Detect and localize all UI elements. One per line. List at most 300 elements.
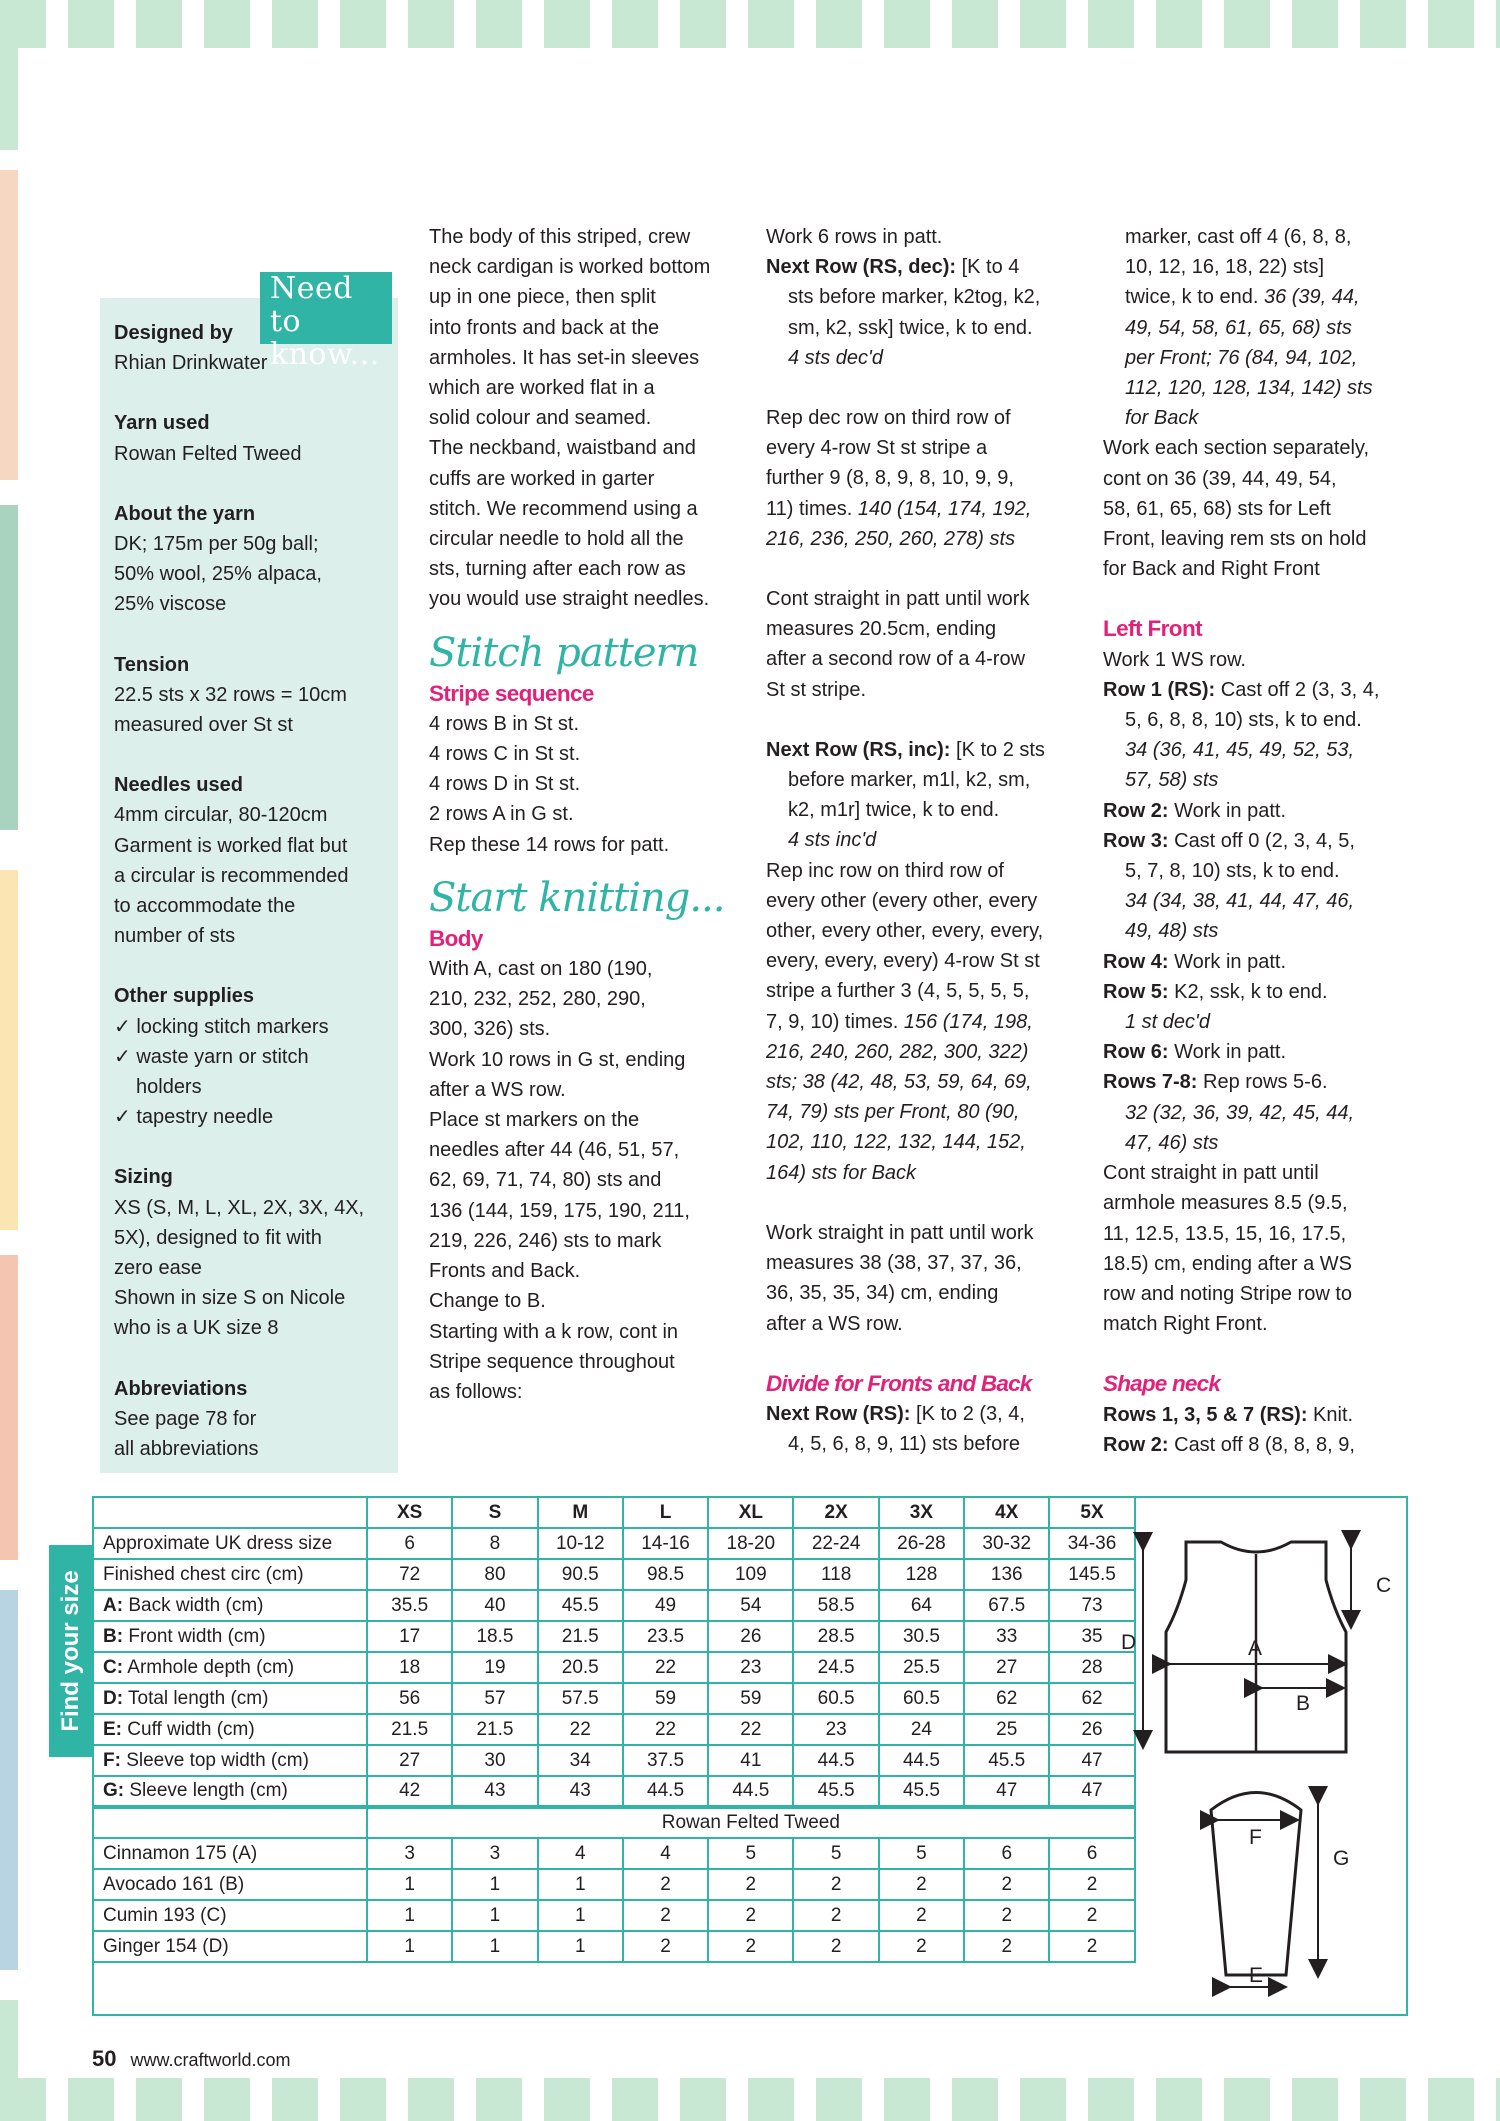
measurement-value: 67.5 (964, 1590, 1049, 1621)
measurement-value: 45.5 (879, 1776, 964, 1807)
stitch-count-note: 49, 48) sts (1125, 920, 1219, 943)
yarn-ball-count: 2 (708, 1869, 793, 1900)
body-line: Place st markers on the (429, 1109, 640, 1132)
row-label: Row 4: (1103, 950, 1169, 973)
stitch-count-note: 36 (39, 44, (1258, 286, 1360, 309)
measurement-value: 136 (964, 1559, 1049, 1590)
sizing-line: zero ease (114, 1257, 202, 1280)
yarn-ball-count: 2 (623, 1931, 708, 1962)
measurement-name: Total length (cm) (123, 1687, 269, 1709)
yarn-ball-count: 6 (1049, 1838, 1134, 1869)
tension-line: measured over St st (114, 714, 293, 737)
need-to-know-sidebar (100, 298, 398, 1473)
measurement-name: Sleeve length (cm) (124, 1780, 288, 1801)
measurement-value: 90.5 (538, 1559, 623, 1590)
instruction-line: St st stripe. (766, 678, 867, 701)
sizing-line: XS (S, M, L, XL, 2X, 3X, 4X, (114, 1196, 365, 1219)
measurement-value: 30.5 (879, 1621, 964, 1652)
instruction-line (766, 735, 1076, 765)
about-yarn-line: 50% wool, 25% alpaca, (114, 563, 322, 586)
instruction-line: every, every, every) 4-row St st (766, 950, 1040, 973)
intro-line: sts, turning after each row as (429, 558, 686, 581)
measurement-value: 40 (452, 1590, 537, 1621)
measurement-letter: C: (103, 1656, 124, 1678)
size-header-cell: XS (367, 1497, 452, 1528)
abbreviations-block (114, 1374, 384, 1465)
size-table (92, 1496, 1136, 1963)
measurement-value: 18.5 (452, 1621, 537, 1652)
instruction-line (1103, 675, 1403, 705)
measurement-label (93, 1714, 367, 1745)
measurement-value: 8 (452, 1528, 537, 1559)
yarn-ball-count: 2 (964, 1931, 1049, 1962)
intro-line: which are worked flat in a (429, 377, 655, 400)
instruction-line: for Back and Right Front (1103, 558, 1320, 581)
instruction-line (1103, 826, 1403, 856)
stripe-line: 4 rows D in St st. (429, 773, 581, 796)
intro-line: into fronts and back at the (429, 316, 660, 339)
yarn-ball-count: 3 (367, 1838, 452, 1869)
yarn-ball-count: 2 (964, 1869, 1049, 1900)
measurement-value: 60.5 (793, 1683, 878, 1714)
row-text: Work in patt. (1168, 799, 1287, 822)
about-yarn-heading: About the yarn (114, 502, 256, 525)
instruction-line: 36, 35, 35, 34) cm, ending (766, 1282, 999, 1305)
measurement-value: 64 (879, 1590, 964, 1621)
measurement-value: 60.5 (879, 1683, 964, 1714)
instruction-line: Rep inc row on third row of (766, 859, 1004, 882)
instruction-line: 18.5) cm, ending after a WS (1103, 1252, 1353, 1275)
measurement-value: 59 (623, 1683, 708, 1714)
measurement-row (93, 1559, 1135, 1590)
sizing-line: Shown in size S on Nicole (114, 1287, 346, 1310)
stitch-count-note: 34 (36, 41, 45, 49, 52, 53, (1125, 739, 1355, 762)
measurement-label (93, 1652, 367, 1683)
measurement-value: 28.5 (793, 1621, 878, 1652)
yarn-row (93, 1869, 1135, 1900)
row-label: Next Row (RS, dec): (766, 256, 957, 279)
measurement-letter: E: (103, 1718, 122, 1740)
row-text: Rep rows 5-6. (1197, 1071, 1328, 1094)
body-line: after a WS row. (429, 1078, 566, 1101)
row-text: twice, k to end. (1125, 286, 1259, 309)
instruction-line: row and noting Stripe row to (1103, 1282, 1353, 1305)
row-label: Row 3: (1103, 829, 1169, 852)
measurement-value: 27 (964, 1652, 1049, 1683)
stitch-count-note: for Back (1125, 407, 1199, 430)
sleeve-measure-arrows (1216, 1802, 1318, 1987)
yarn-ball-count: 1 (452, 1869, 537, 1900)
measurement-value: 45.5 (538, 1590, 623, 1621)
measurement-value: 21.5 (367, 1714, 452, 1745)
instruction-line (1103, 1430, 1403, 1460)
instruction-line: 4, 5, 6, 8, 9, 11) sts before (788, 1433, 1020, 1456)
yarn-header-cell: Rowan Felted Tweed (367, 1807, 1135, 1838)
label-f: F (1249, 1826, 1262, 1849)
row-text: 11) times. (766, 497, 853, 520)
row-text: Cast off 8 (8, 8, 8, 9, (1168, 1433, 1355, 1456)
measurement-name: Finished chest circ (cm) (103, 1563, 304, 1585)
sizing-line: 5X), designed to fit with (114, 1226, 322, 1249)
measurement-name: Front width (cm) (123, 1625, 266, 1647)
size-header-row (93, 1497, 1135, 1528)
measurement-value: 44.5 (879, 1745, 964, 1776)
measurement-row (93, 1683, 1135, 1714)
row-text: [K to 2 (3, 4, (910, 1402, 1025, 1425)
divide-heading: Divide for Fronts and Back (766, 1370, 1032, 1396)
measurement-value: 26 (1049, 1714, 1134, 1745)
measurement-name: Armhole depth (cm) (123, 1656, 295, 1678)
measurement-value: 14-16 (623, 1528, 708, 1559)
label-b: B (1296, 1692, 1311, 1715)
measurement-value: 26 (708, 1621, 793, 1652)
size-header-cell: 4X (964, 1497, 1049, 1528)
measurement-row (93, 1776, 1135, 1807)
measurement-value: 24 (879, 1714, 964, 1745)
stripe-line: Rep these 14 rows for patt. (429, 833, 670, 856)
need-to-know-line: Need to (270, 271, 353, 339)
measurement-value: 45.5 (793, 1776, 878, 1807)
row-text: 7, 9, 10) times. (766, 1010, 899, 1033)
stitch-count-note: 156 (174, 198, (898, 1010, 1033, 1033)
measurement-value: 17 (367, 1621, 452, 1652)
instruction-line: Cont straight in patt until work (766, 588, 1030, 611)
find-your-size-tab (49, 1545, 92, 1757)
measurement-value: 27 (367, 1745, 452, 1776)
measurement-value: 145.5 (1049, 1559, 1134, 1590)
measurement-value: 59 (708, 1683, 793, 1714)
instruction-line: after a WS row. (766, 1312, 903, 1335)
measurement-value: 6 (367, 1528, 452, 1559)
row-label: Next Row (RS, inc): (766, 738, 951, 761)
instruction-line: marker, cast off 4 (6, 8, 8, (1125, 226, 1352, 248)
tension-heading: Tension (114, 653, 190, 676)
stitch-count-note: 32 (32, 36, 39, 42, 45, 44, (1125, 1101, 1355, 1124)
yarn-ball-count: 5 (793, 1838, 878, 1869)
instruction-line: measures 20.5cm, ending (766, 618, 997, 641)
label-c: C (1376, 1574, 1392, 1597)
measurement-value: 22 (623, 1652, 708, 1683)
intro-line: cuffs are worked in garter (429, 467, 655, 490)
stitch-count-note: 4 sts inc'd (788, 829, 877, 852)
instruction-line: stripe a further 3 (4, 5, 5, 5, 5, (766, 980, 1030, 1003)
instruction-line (1103, 282, 1403, 312)
row-label: Rows 1, 3, 5 & 7 (RS): (1103, 1403, 1308, 1426)
instruction-line (1103, 1400, 1403, 1430)
measurement-value: 44.5 (708, 1776, 793, 1807)
measurement-value: 72 (367, 1559, 452, 1590)
measurement-value: 54 (708, 1590, 793, 1621)
row-text: Cast off 0 (2, 3, 4, 5, (1168, 829, 1355, 852)
measurement-value: 80 (452, 1559, 537, 1590)
stitch-count-note: 216, 236, 250, 260, 278) sts (766, 527, 1016, 550)
instruction-line (766, 1007, 1076, 1037)
yarn-ball-count: 1 (538, 1900, 623, 1931)
label-a: A (1248, 1637, 1263, 1660)
measurement-value: 43 (452, 1776, 537, 1807)
supplies-heading: Other supplies (114, 985, 255, 1008)
about-yarn-line: DK; 175m per 50g ball; (114, 533, 319, 556)
measurement-value: 58.5 (793, 1590, 878, 1621)
yarn-ball-count: 2 (793, 1931, 878, 1962)
yarn-ball-count: 4 (538, 1838, 623, 1869)
page-footer (92, 2046, 291, 2072)
label-g: G (1333, 1847, 1350, 1870)
supply-item: ✓ locking stitch markers (114, 1015, 329, 1038)
label-d: D (1121, 1631, 1137, 1654)
measurement-value: 37.5 (623, 1745, 708, 1776)
measurement-label (93, 1745, 367, 1776)
yarn-ball-count: 1 (452, 1900, 537, 1931)
stitch-count-note: 102, 110, 122, 132, 144, 152, (766, 1131, 1026, 1154)
measurement-value: 20.5 (538, 1652, 623, 1683)
yarn-ball-count: 2 (1049, 1931, 1134, 1962)
measurement-value: 57.5 (538, 1683, 623, 1714)
about-yarn-line: 25% viscose (114, 593, 227, 616)
intro-line: circular needle to hold all the (429, 528, 684, 551)
measurement-value: 98.5 (623, 1559, 708, 1590)
measurement-label (93, 1776, 367, 1807)
measurement-value: 57 (452, 1683, 537, 1714)
instruction-line (766, 494, 1076, 524)
bottom-stripe-border (0, 2078, 1500, 2121)
body-line: Fronts and Back. (429, 1260, 581, 1283)
body-line: Stripe sequence throughout (429, 1350, 675, 1373)
measurement-value: 42 (367, 1776, 452, 1807)
yarn-ball-count: 2 (1049, 1869, 1134, 1900)
yarn-ball-count: 5 (879, 1838, 964, 1869)
body-line: as follows: (429, 1380, 523, 1403)
measurement-label (93, 1559, 367, 1590)
measurement-value: 62 (964, 1683, 1049, 1714)
measurement-label (93, 1590, 367, 1621)
body-heading: Body (429, 925, 483, 951)
measurement-value: 30 (452, 1745, 537, 1776)
body-line: 219, 226, 246) sts to mark (429, 1229, 662, 1252)
measurement-value: 35 (1049, 1621, 1134, 1652)
stitch-count-note: 140 (154, 174, 192, (857, 497, 1032, 520)
yarn-ball-count: 6 (964, 1838, 1049, 1869)
body-line: 300, 326) sts. (429, 1018, 551, 1041)
stitch-count-note: 74, 79) sts per Front, 80 (90, (766, 1101, 1020, 1124)
find-your-size-label: Find your size (56, 1570, 84, 1732)
sizing-block (114, 1162, 384, 1343)
measurement-name: Cuff width (cm) (122, 1718, 255, 1740)
abbreviations-line: all abbreviations (114, 1438, 259, 1461)
column-3 (1103, 222, 1403, 1460)
yarn-ball-count: 5 (708, 1838, 793, 1869)
tension-line: 22.5 sts x 32 rows = 10cm (114, 683, 347, 706)
measurement-row (93, 1652, 1135, 1683)
body-line: With A, cast on 180 (190, (429, 958, 653, 981)
size-header-cell: M (538, 1497, 623, 1528)
body-line: Starting with a k row, cont in (429, 1320, 679, 1343)
measurement-value: 109 (708, 1559, 793, 1590)
measurement-value: 47 (1049, 1745, 1134, 1776)
measurement-row (93, 1621, 1135, 1652)
website-link[interactable]: www.craftworld.com (130, 2050, 291, 2070)
body-line: needles after 44 (46, 51, 57, (429, 1139, 680, 1162)
instruction-line (1103, 947, 1403, 977)
sizing-line: who is a UK size 8 (114, 1317, 279, 1340)
instruction-line: Work 6 rows in patt. (766, 226, 943, 248)
size-header-cell: L (623, 1497, 708, 1528)
measurement-value: 56 (367, 1683, 452, 1714)
instruction-line: after a second row of a 4-row (766, 648, 1026, 671)
measurement-value: 24.5 (793, 1652, 878, 1683)
instruction-line: Cont straight in patt until (1103, 1162, 1319, 1185)
column-2 (766, 222, 1076, 1459)
measurement-letter: F: (103, 1749, 121, 1771)
measurement-letter: G: (103, 1780, 125, 1801)
instruction-line: Work each section separately, (1103, 437, 1370, 460)
yarn-shade-label: Cumin 193 (C) (93, 1900, 367, 1931)
size-header-cell: 3X (879, 1497, 964, 1528)
page-number: 50 (92, 2046, 117, 2071)
stripe-sequence-heading: Stripe sequence (429, 680, 594, 706)
stripe-line: 4 rows B in St st. (429, 712, 580, 735)
measurement-value: 28 (1049, 1652, 1134, 1683)
yarn-used-text: Rowan Felted Tweed (114, 442, 302, 465)
measurement-value: 25 (964, 1714, 1049, 1745)
instruction-line: k2, m1r] twice, k to end. (788, 799, 1000, 822)
row-label: Row 1 (RS): (1103, 678, 1216, 701)
measurement-value: 18-20 (708, 1528, 793, 1559)
measurement-value: 47 (964, 1776, 1049, 1807)
stitch-count-note: 1 st dec'd (1125, 1011, 1210, 1034)
measurement-value: 43 (538, 1776, 623, 1807)
row-text: K2, ssk, k to end. (1168, 980, 1328, 1003)
measurement-row (93, 1745, 1135, 1776)
need-to-know-line: know... (270, 337, 380, 372)
about-yarn-block (114, 499, 384, 620)
yarn-ball-count: 2 (879, 1900, 964, 1931)
yarn-ball-count: 3 (452, 1838, 537, 1869)
instruction-line: 5, 6, 8, 8, 10) sts, k to end. (1125, 709, 1362, 732)
measurement-letter: B: (103, 1625, 124, 1647)
label-e: E (1249, 1964, 1264, 1987)
supplies-block (114, 981, 384, 1132)
yarn-header-row (93, 1807, 1135, 1838)
stitch-count-note: 216, 240, 260, 282, 300, 322) (766, 1040, 1029, 1063)
measurement-row (93, 1590, 1135, 1621)
body-line: Work 10 rows in G st, ending (429, 1048, 686, 1071)
designed-by-text: Rhian Drinkwater (114, 352, 268, 375)
yarn-ball-count: 1 (538, 1869, 623, 1900)
measurement-letter: A: (103, 1594, 124, 1616)
header-blank-cell (93, 1497, 367, 1528)
measurement-letter: D: (103, 1687, 124, 1709)
instruction-line (1103, 977, 1403, 1007)
measurement-value: 118 (793, 1559, 878, 1590)
yarn-shade-label: Ginger 154 (D) (93, 1931, 367, 1962)
stitch-count-note: 47, 46) sts (1125, 1131, 1219, 1154)
intro-line: solid colour and seamed. (429, 407, 652, 430)
measure-arrows (1143, 1546, 1351, 1746)
yarn-ball-count: 1 (367, 1869, 452, 1900)
measurement-value: 44.5 (623, 1776, 708, 1807)
row-text: Work in patt. (1168, 1041, 1287, 1064)
measurement-value: 34-36 (1049, 1528, 1134, 1559)
yarn-ball-count: 2 (879, 1869, 964, 1900)
measurement-value: 23 (708, 1652, 793, 1683)
body-line: 62, 69, 71, 74, 80) sts and (429, 1169, 662, 1192)
yarn-shade-label: Avocado 161 (B) (93, 1869, 367, 1900)
yarn-row (93, 1838, 1135, 1869)
yarn-ball-count: 1 (367, 1900, 452, 1931)
body-line: 136 (144, 159, 175, 190, 211, (429, 1199, 690, 1222)
row-label: Next Row (RS): (766, 1402, 911, 1425)
size-header-cell: XL (708, 1497, 793, 1528)
measurement-value: 18 (367, 1652, 452, 1683)
measurement-value: 19 (452, 1652, 537, 1683)
stitch-count-note: per Front; 76 (84, 94, 102, (1125, 346, 1358, 369)
measurement-value: 22 (538, 1714, 623, 1745)
measurement-value: 23.5 (623, 1621, 708, 1652)
yarn-ball-count: 2 (623, 1869, 708, 1900)
instruction-line (1103, 1067, 1403, 1097)
measurement-value: 22 (708, 1714, 793, 1745)
instruction-line: sm, k2, ssk] twice, k to end. (788, 316, 1033, 339)
stripe-line: 4 rows C in St st. (429, 743, 581, 766)
instruction-line: match Right Front. (1103, 1313, 1268, 1336)
stitch-count-note: 164) sts for Back (766, 1161, 917, 1184)
yarn-ball-count: 2 (964, 1900, 1049, 1931)
yarn-row (93, 1931, 1135, 1962)
instruction-line: 10, 12, 16, 18, 22) sts] (1125, 256, 1325, 279)
measurement-value: 47 (1049, 1776, 1134, 1807)
yarn-ball-count: 2 (793, 1900, 878, 1931)
instruction-line: sts before marker, k2tog, k2, (788, 286, 1041, 309)
instruction-line: further 9 (8, 8, 9, 8, 10, 9, 9, (766, 467, 1014, 490)
intro-line: armholes. It has set-in sleeves (429, 346, 700, 369)
measurement-row (93, 1528, 1135, 1559)
instruction-line: 5, 7, 8, 10) sts, k to end. (1125, 860, 1340, 883)
measurement-value: 25.5 (879, 1652, 964, 1683)
row-text: Cast off 2 (3, 3, 4, (1215, 678, 1380, 701)
measurement-name: Sleeve top width (cm) (120, 1749, 309, 1771)
yarn-header-blank (93, 1807, 367, 1838)
instruction-line: before marker, m1l, k2, sm, (788, 769, 1031, 792)
body-line: Change to B. (429, 1290, 546, 1313)
supply-item: ✓ waste yarn or stitch holders (114, 1045, 309, 1099)
intro-line: The neckband, waistband and (429, 437, 696, 460)
shape-neck-heading: Shape neck (1103, 1371, 1221, 1397)
row-text: [K to 2 sts (950, 738, 1045, 761)
measurement-name: Back width (cm) (123, 1594, 264, 1616)
measurement-value: 33 (964, 1621, 1049, 1652)
yarn-used-block (114, 408, 384, 468)
supply-item: ✓ tapestry needle (114, 1106, 274, 1129)
measurement-value: 23 (793, 1714, 878, 1745)
needles-line: to accommodate the (114, 895, 296, 918)
instruction-line: Work 1 WS row. (1103, 648, 1246, 671)
body-line: 210, 232, 252, 280, 290, (429, 988, 646, 1011)
top-stripe-border (0, 0, 1500, 48)
tension-block (114, 650, 384, 741)
intro-line: stitch. We recommend using a (429, 497, 698, 520)
instruction-line: Work straight in patt until work (766, 1221, 1034, 1244)
instruction-line: 58, 61, 65, 68) sts for Left (1103, 497, 1331, 520)
measurement-value: 44.5 (793, 1745, 878, 1776)
yarn-ball-count: 1 (367, 1931, 452, 1962)
row-label: Row 2: (1103, 1433, 1169, 1456)
needles-line: Garment is worked flat but (114, 834, 348, 857)
instruction-line: armhole measures 8.5 (9.5, (1103, 1192, 1348, 1215)
measurement-value: 21.5 (452, 1714, 537, 1745)
designed-by-heading: Designed by (114, 322, 233, 344)
start-knitting-title: Start knitting... (429, 874, 725, 921)
